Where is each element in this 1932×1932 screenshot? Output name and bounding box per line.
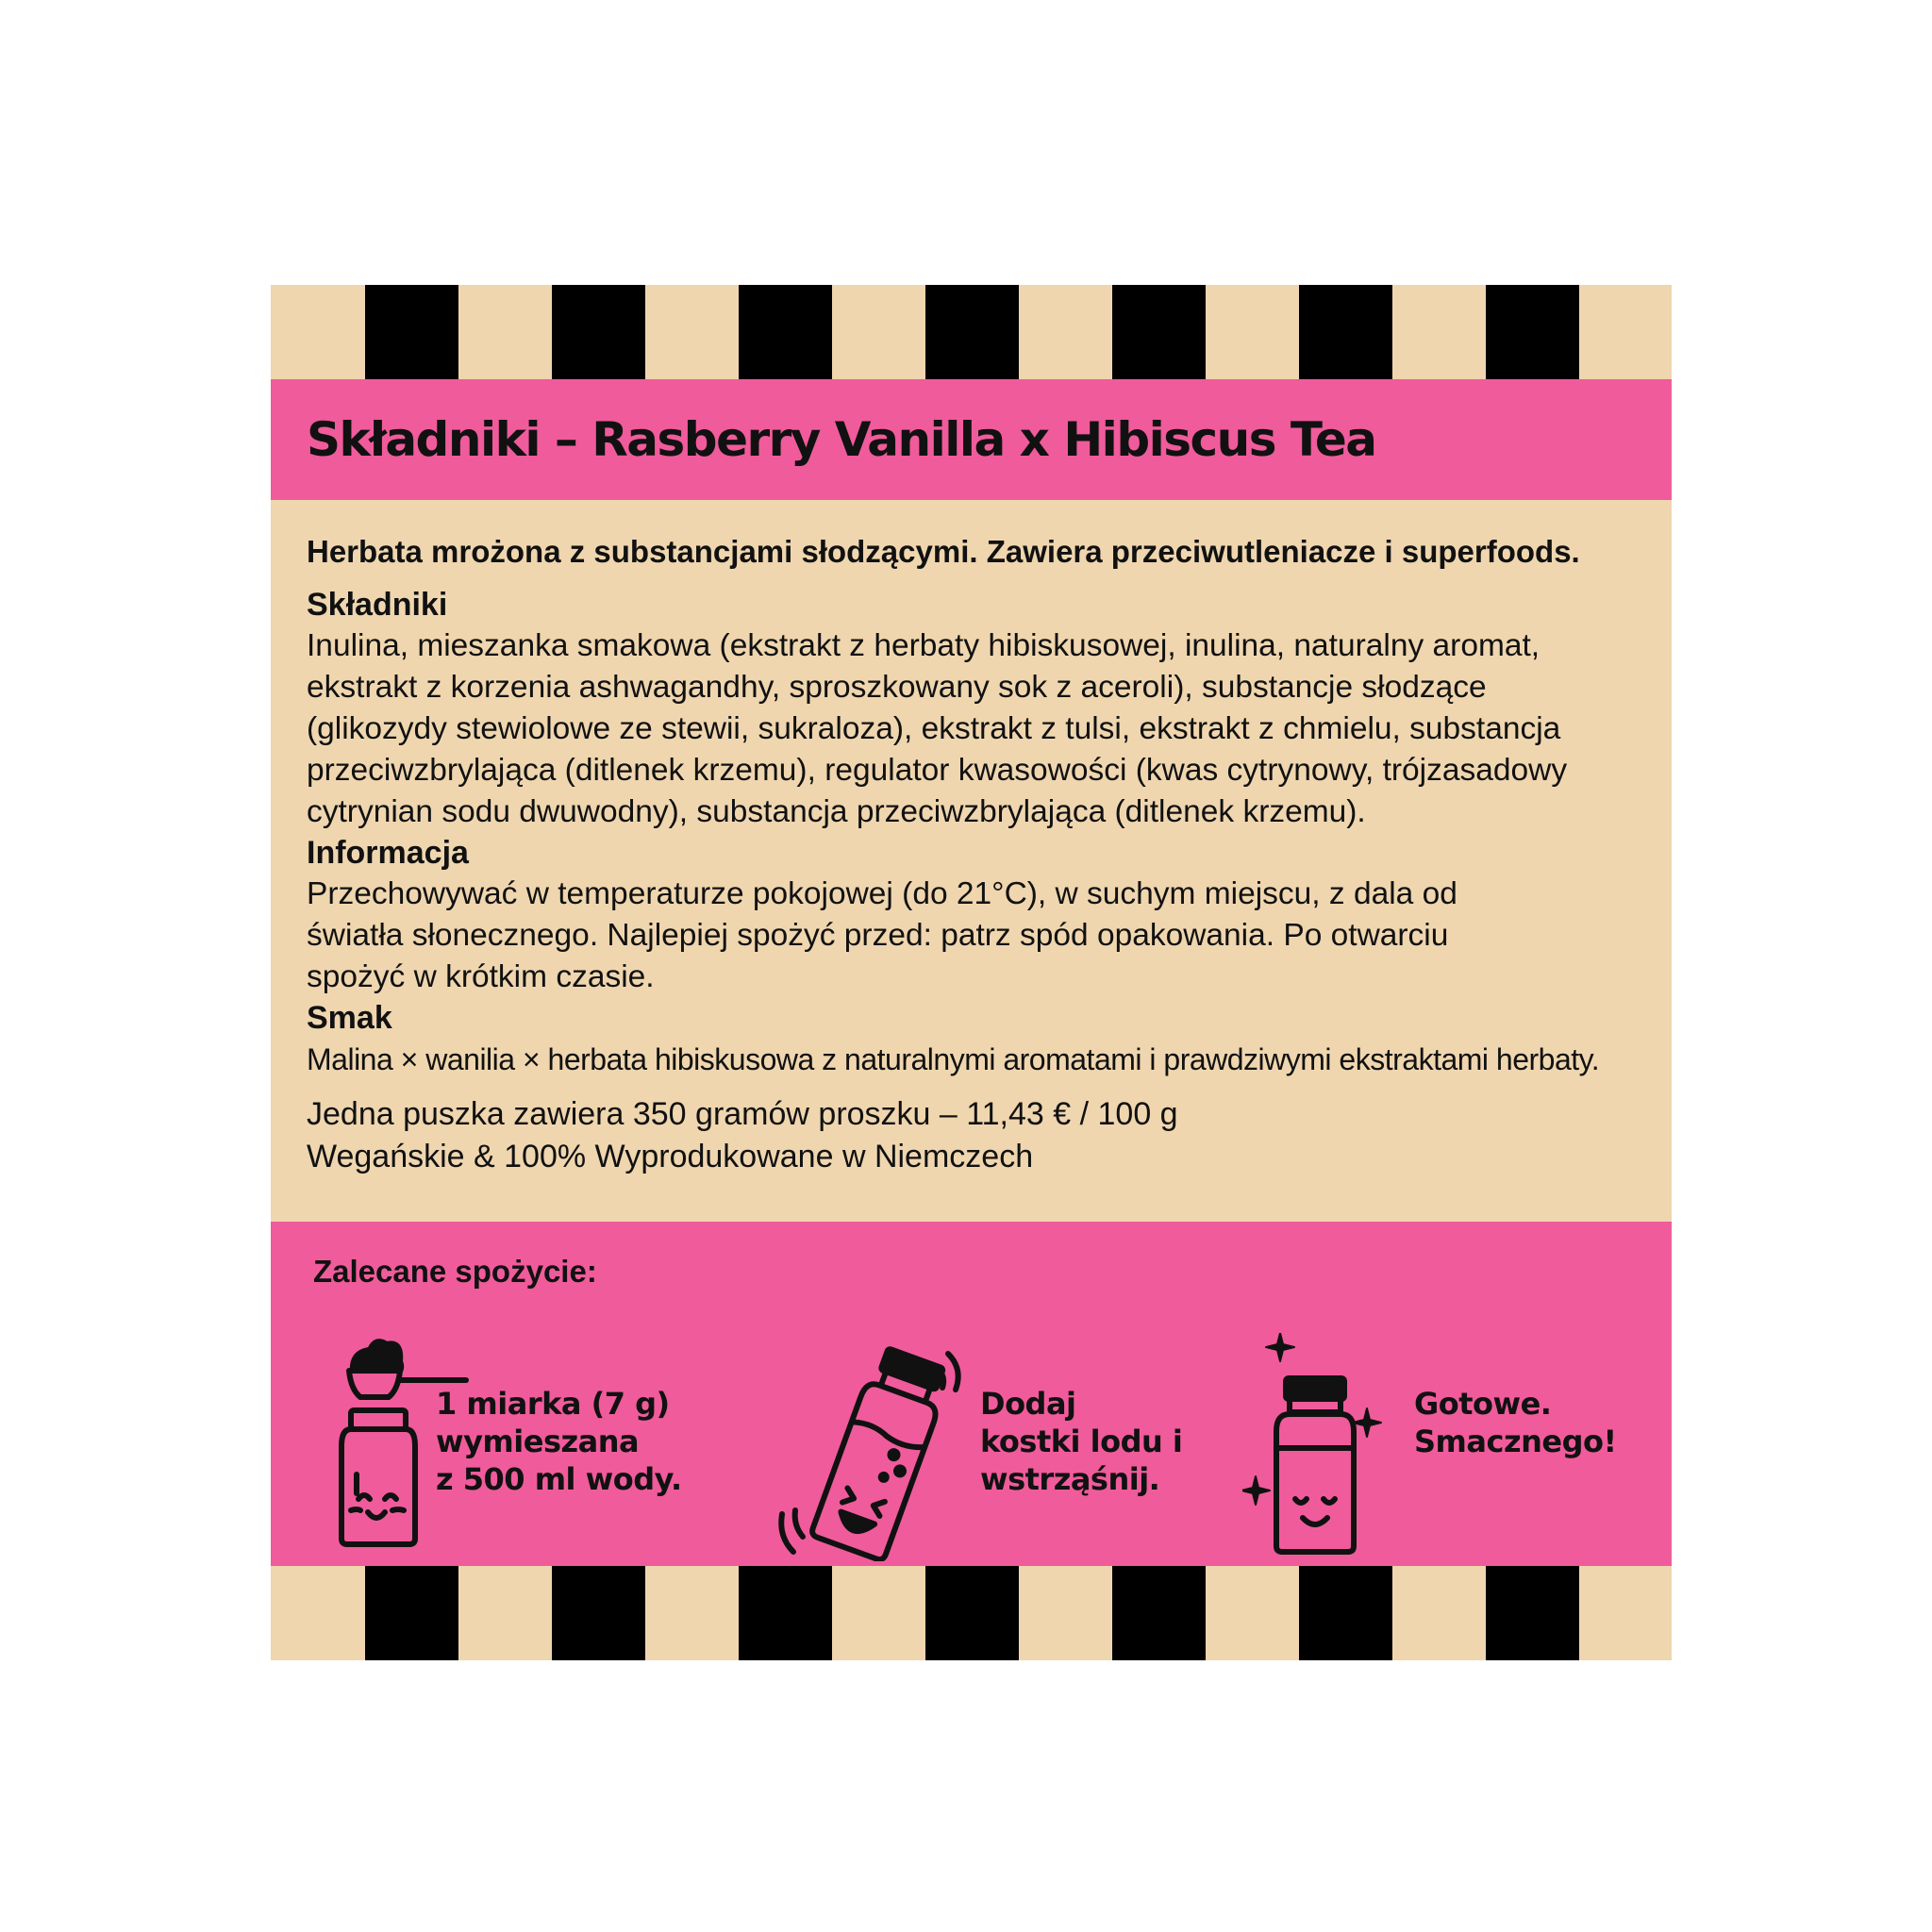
ingredients-text (307, 625, 1646, 833)
ingredients-line: przeciwzbrylająca (ditlenek krzemu), regulator kwasowości (kwas cytrynowy, trójzasadowy (307, 753, 1568, 788)
step-1-line: 1 miarka (7 g) (436, 1386, 670, 1422)
pack-content-line: Jedna puszka zawiera 350 gramów proszku – 11,43 € / 100 g (307, 1096, 1178, 1132)
step-3-line: Smacznego! (1414, 1424, 1617, 1459)
ingredients-heading: Składniki (307, 587, 448, 623)
info-text (307, 874, 1646, 998)
ingredients-line: Inulina, mieszanka smakowa (ekstrakt z herbaty hibiskusowej, inulina, naturalny aromat, (307, 628, 1541, 663)
taste-heading: Smak (307, 1000, 392, 1036)
pack-info (307, 1093, 1646, 1178)
step-1-line: z 500 ml wody. (436, 1461, 682, 1497)
info-line: spożyć w krótkim czasie. (307, 959, 655, 994)
info-heading: Informacja (307, 835, 469, 871)
info-line: światła słonecznego. Najlepiej spożyć przed: patrz spód opakowania. Po otwarciu (307, 918, 1449, 953)
title-band (271, 379, 1672, 500)
ingredients-line: (glikozydy stewiolowe ze stewii, sukraloza), ekstrakt z tulsi, ekstrakt z chmielu, substancja (307, 711, 1561, 746)
step-2-line: kostki lodu i (980, 1424, 1183, 1459)
product-description (307, 530, 1646, 1178)
checker-border-bottom (271, 1566, 1672, 1660)
page-title: Składniki – Rasberry Vanilla x Hibiscus Tea (307, 412, 1376, 467)
dosage-band (271, 1222, 1672, 1566)
step-2-text (980, 1385, 1182, 1498)
ingredients-line: cytrynian sodu dwuwodny), substancja przeciwzbrylająca (ditlenek krzemu). (307, 794, 1366, 829)
taste-text: Malina × wanilia × herbata hibiskusowa z naturalnymi aromatami i prawdziwymi ekstraktami herbaty. (307, 1042, 1600, 1076)
step-2-line: wstrząśnij. (980, 1461, 1160, 1497)
product-lead: Herbata mrożona z substancjami słodzącymi. Zawiera przeciwutleniacze i superfoods. (307, 534, 1580, 569)
step-3-line: Gotowe. (1414, 1386, 1552, 1422)
step-1-text (436, 1385, 682, 1498)
ingredients-line: ekstrakt z korzenia ashwagandhy, sproszkowany sok z aceroli), substancje słodzące (307, 670, 1487, 705)
info-line: Przechowywać w temperaturze pokojowej (do 21°C), w suchym miejscu, z dala od (307, 876, 1457, 911)
origin-line: Wegańskie & 100% Wyprodukowane w Niemczech (307, 1139, 1034, 1174)
step-3-text (1414, 1385, 1617, 1460)
ingredients-card (271, 285, 1672, 1660)
step-1-line: wymieszana (436, 1424, 640, 1459)
step-2-line: Dodaj (980, 1386, 1076, 1422)
checker-border-top (271, 285, 1672, 379)
sparkling-bottle-icon (1242, 1333, 1393, 1556)
dosage-title: Zalecane spożycie: (313, 1254, 597, 1289)
shaking-bottle-icon (771, 1344, 969, 1561)
